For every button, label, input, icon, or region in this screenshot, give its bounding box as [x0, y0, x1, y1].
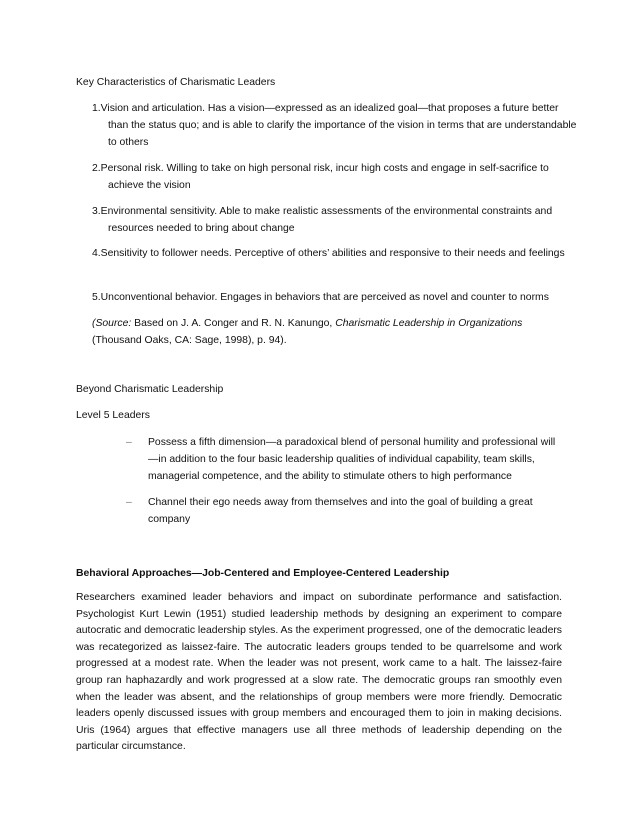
source-citation: [92, 315, 562, 349]
source-book-title: Charismatic Leadership in Organizations: [335, 318, 523, 329]
dash-marker: –: [126, 437, 132, 448]
section-heading-beyond: Beyond Charismatic Leadership: [76, 384, 224, 395]
source-publisher: (Thousand Oaks, CA: Sage, 1998), p. 94).: [92, 335, 287, 346]
list-item: 4.Sensitivity to follower needs. Perceptive of others’ abilities and responsive to their needs and feelings: [92, 248, 565, 259]
bullet-text: Channel their ego needs away from themselves and into the goal of building a great company: [148, 497, 533, 525]
section-heading-behavioral: Behavioral Approaches—Job-Centered and Employee-Centered Leadership: [76, 568, 450, 579]
subheading-level5: Level 5 Leaders: [76, 410, 150, 421]
body-paragraph: Researchers examined leader behaviors and impact on subordinate performance and satisfaction. Psychologist Kurt Lewin (1951) studied leadership methods by designing an experiment to compare autocratic and democratic leadership styles. As the experiment progressed, one of the democratic leaders was recategorized as laissez-faire. The autocratic leaders groups tended to be quarrelsome and work progressed at a modest rate. When the leader was not present, work came to a halt. The laissez-faire group ran haphazardly and work progressed at a slow rate. The democratic groups ran smoothly even when the leader was absent, and the relationships of group members were more friendly. Democratic leaders openly discussed issues with group members and encouraged them to join in making decisions. Uris (1964) argues that effective managers use all three methods of leadership depending on the particular circumstance.: [76, 592, 562, 753]
source-text: Based on J. A. Conger and R. N. Kanungo,: [131, 318, 336, 329]
section-heading-charismatic: Key Characteristics of Charismatic Leaders: [76, 77, 276, 88]
list-item: 1.Vision and articulation. Has a vision—expressed as an idealized goal—that proposes a future better than the status quo; and is able to clarify the importance of the vision in terms that are understandable to others: [92, 103, 577, 148]
bullet-item: [126, 494, 562, 528]
list-item: 3.Environmental sensitivity. Able to make realistic assessments of the environmental constraints and resources needed to bring about change: [92, 206, 553, 234]
bullet-text: Possess a fifth dimension—a paradoxical blend of personal humility and professional will—in addition to the four basic leadership qualities of individual capability, team skills, managerial competence, and the ability to stimulate others to high performance: [148, 437, 556, 482]
list-item: 5.Unconventional behavior. Engages in behaviors that are perceived as novel and counter to norms: [92, 292, 549, 303]
source-label: (Source:: [92, 318, 132, 329]
list-item: 2.Personal risk. Willing to take on high personal risk, incur high costs and engage in self-sacrifice to achieve the vision: [92, 163, 549, 191]
dash-marker: –: [126, 497, 132, 508]
bullet-item: [126, 434, 562, 485]
